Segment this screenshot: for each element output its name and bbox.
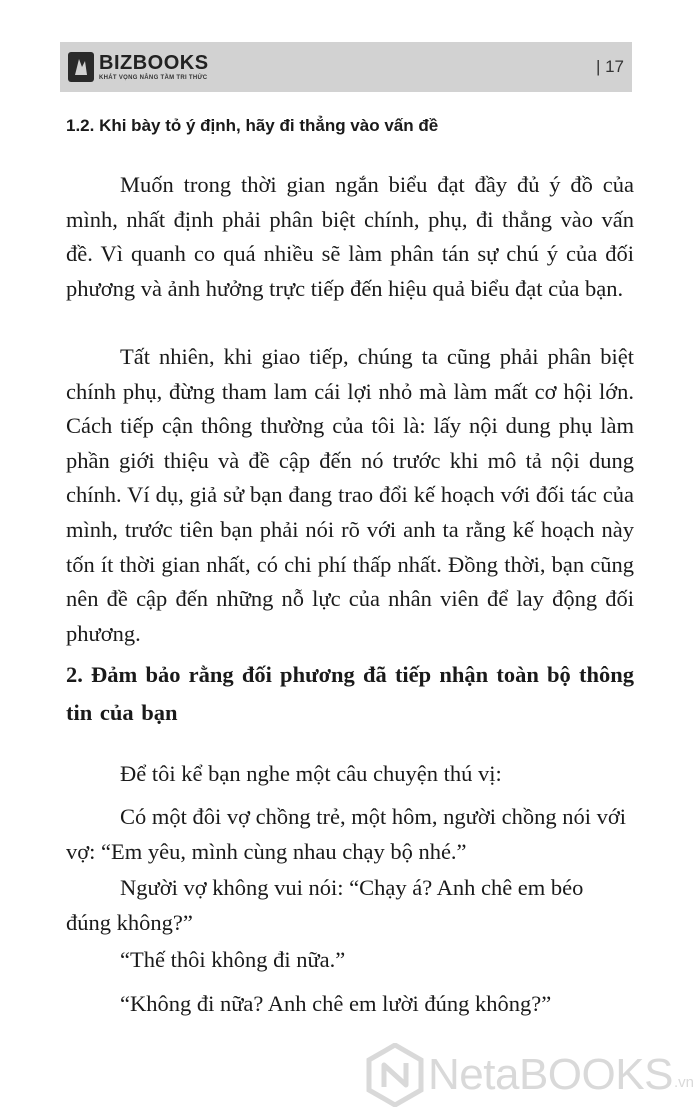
netabooks-watermark xyxy=(366,1040,694,1110)
story-line-4 xyxy=(66,987,634,1022)
paragraph-text: “Không đi nữa? Anh chê em lười đúng không?” xyxy=(120,991,552,1016)
page-number: | 17 xyxy=(595,57,624,76)
paragraph-text: “Thế thôi không đi nữa.” xyxy=(120,947,346,972)
paragraph-text: Tất nhiên, khi giao tiếp, chúng ta cũng phải phân biệt chính phụ, đừng tham lam cái lợi nhỏ mà làm mất cơ hội lớn. Cách tiếp cận thông thường của tôi là: lấy nội dung phụ làm phần giới thiệu và đề cập đến nó trước khi mô tả nội dung chính. Ví dụ, giả sử bạn đang trao đổi kế hoạch với đối tác của mình, trước tiên bạn phải nói rõ với anh ta rằng kế hoạch này tốn ít thời gian nhất, có chi phí thấp nhất. Đồng thời, bạn cũng nên đề cập đến những nỗ lực của nhân viên để lay động đối phương. xyxy=(66,344,634,646)
watermark-domain: .vn xyxy=(673,1073,694,1091)
section-heading-2: 2. Đảm bảo rằng đối phương đã tiếp nhận toàn bộ thông tin của bạn xyxy=(66,662,634,725)
story-line-1 xyxy=(66,800,634,869)
netabooks-hexagon-icon xyxy=(366,1043,424,1107)
paragraph-text: Có một đôi vợ chồng trẻ, một hôm, người chồng nói với vợ: “Em yêu, mình cùng nhau chạy bộ nhé.” xyxy=(66,804,626,864)
section-1-2-paragraph-2 xyxy=(66,340,634,651)
bizbooks-emblem-icon xyxy=(68,52,94,82)
watermark-brand: NetaBOOKS xyxy=(428,1050,673,1099)
logo-tagline: KHÁT VỌNG NÂNG TẦM TRI THỨC xyxy=(99,74,208,81)
story-line-2 xyxy=(66,871,634,940)
paragraph-text: Muốn trong thời gian ngắn biểu đạt đầy đủ ý đồ của mình, nhất định phải phân biệt chính, phụ, đi thẳng vào vấn đề. Vì quanh co quá nhiều sẽ làm phân tán sự chú ý của đối phương và ảnh hưởng trực tiếp đến hiệu quả biểu đạt của bạn. xyxy=(66,172,634,301)
paragraph-text: Để tôi kể bạn nghe một câu chuyện thú vị: xyxy=(120,761,502,786)
logo-name: BIZBOOKS xyxy=(99,51,209,74)
paragraph-text: Người vợ không vui nói: “Chạy á? Anh chê em béo đúng không?” xyxy=(66,875,584,935)
section-heading-1-2: 1.2. Khi bày tỏ ý định, hãy đi thẳng vào vấn đề xyxy=(66,116,439,135)
section-1-2-paragraph-1 xyxy=(66,168,634,306)
story-line-3 xyxy=(66,943,634,978)
story-intro xyxy=(66,757,634,792)
bizbooks-logo xyxy=(68,48,209,86)
